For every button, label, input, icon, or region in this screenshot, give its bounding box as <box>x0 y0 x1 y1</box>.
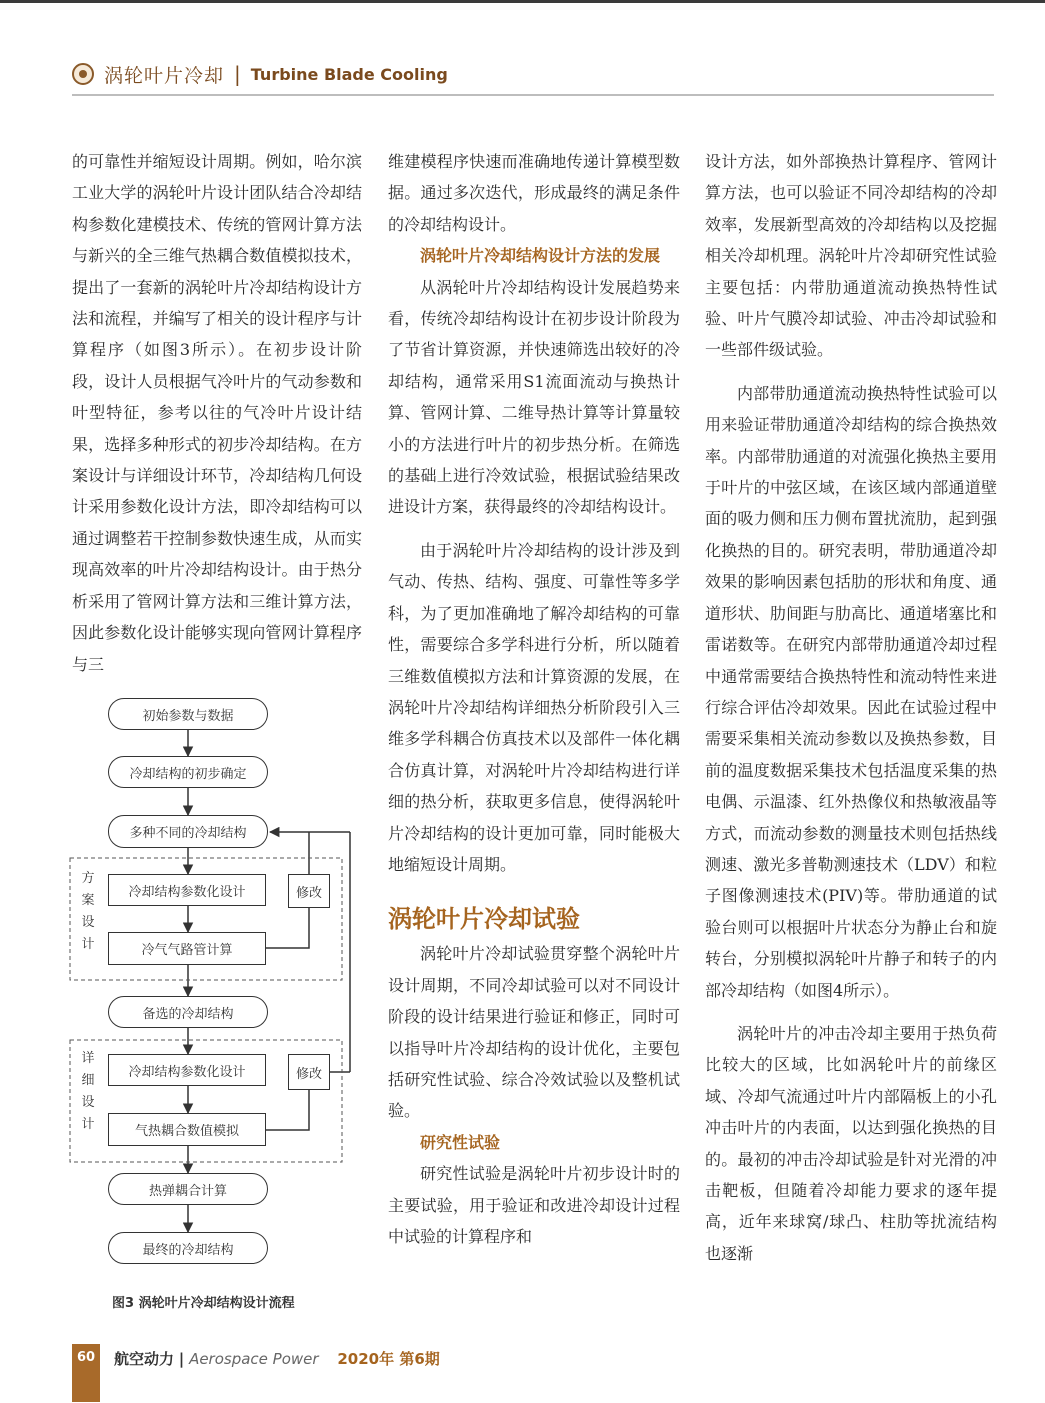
flow-node-multiple-structures: 多种不同的冷却结构 <box>108 815 268 848</box>
emblem-icon <box>72 63 94 85</box>
design-flowchart <box>66 690 366 1280</box>
journal-footer <box>114 1348 440 1369</box>
column-3 <box>705 146 997 1269</box>
flow-node-thermo-elastic: 热弹耦合计算 <box>108 1173 268 1205</box>
body-paragraph: 维建模程序快速而准确地传递计算模型数据。通过多次迭代，形成最终的满足条件的冷却结构设计。 <box>388 152 680 234</box>
group-label-char: 计 <box>81 1117 95 1132</box>
group-label-char: 计 <box>81 937 95 952</box>
group-label-char: 案 <box>81 893 95 908</box>
body-paragraph: 研究性试验是涡轮叶片初步设计时的主要试验，用于验证和改进冷却设计过程中试验的计算程序和 <box>388 1164 680 1246</box>
journal-name-cn: 航空动力 <box>114 1350 175 1368</box>
group-label-detail <box>80 1048 96 1136</box>
flow-node-candidate: 备选的冷却结构 <box>108 996 268 1028</box>
column-2 <box>388 146 680 1252</box>
header-title-cn: 涡轮叶片冷却 <box>104 64 225 87</box>
group-label-char: 细 <box>81 1073 95 1088</box>
header-separator: | <box>234 62 241 86</box>
column-1 <box>72 146 362 680</box>
running-header <box>72 60 448 88</box>
flow-node-initial-data: 初始参数与数据 <box>108 698 268 730</box>
flow-node-cfd: 气热耦合数值模拟 <box>108 1113 266 1146</box>
journal-issue: 2020年 第6期 <box>337 1350 440 1368</box>
header-rule <box>72 94 994 96</box>
footer-separator: | <box>178 1350 185 1368</box>
body-paragraph: 涡轮叶片的冲击冷却主要用于热负荷比较大的区域，比如涡轮叶片的前缘区域、冷却气流通过叶片内部隔板上的小孔冲击叶片的内表面，以达到强化换热的目的。最初的冲击冷却试验是针对光滑的冲击靶板，但随着冷却能力要求的逐年提高，近年来球窝/球凸、柱肋等扰流结构也逐渐 <box>705 1023 997 1263</box>
journal-name-en: Aerospace Power <box>189 1350 319 1368</box>
group-label-char: 详 <box>81 1051 95 1066</box>
body-paragraph: 由于涡轮叶片冷却结构的设计涉及到气动、传热、结构、强度、可靠性等多学科，为了更加准确地了解冷却结构的可靠性，需要综合多学科进行分析，所以随着三维数值模拟方法和计算资源的发展，在涡轮叶片冷却结构详细热分析阶段引入三维多学科耦合仿真技术以及部件一体化耦合仿真计算，对涡轮叶片冷却结构进行详细的热分析，获取更多信息，使得涡轮叶片冷却结构的设计更加可靠，同时能极大地缩短设计周期。 <box>388 540 680 874</box>
body-paragraph: 内部带肋通道流动换热特性试验可以用来验证带肋通道冷却结构的综合换热效率。内部带肋通道的对流强化换热主要用于叶片的中弦区域，在该区域内部通道壁面的吸力侧和压力侧布置扰流肋，起到强化换热的目的。研究表明，带肋通道冷却效果的影响因素包括肋的形状和角度、通道形状、肋间距与肋高比、通道堵塞比和雷诺数等。在研究内部带肋通道冷却过程中通常需要结合换热特性和流动特性来进行综合评估冷却效果。因此在试验过程中需要采集相关流动参数以及换热参数，目前的温度数据采集技术包括温度采集的热电偶、示温漆、红外热像仪和热敏液晶等方式，而流动参数的测量技术则包括热线测速、激光多普勒测速技术（LDV）和粒子图像测速技术(PIV)等。带肋通道的试验台则可以根据叶片状态分为静止台和旋转台，分别模拟涡轮叶片静子和转子的内部冷却结构（如图4所示）。 <box>705 383 997 1000</box>
flow-node-modify-2: 修改 <box>288 1054 330 1090</box>
flow-node-param-design-1: 冷却结构参数化设计 <box>108 874 266 906</box>
group-label-char: 设 <box>81 915 95 930</box>
subsection-heading: 研究性试验 <box>420 1132 501 1152</box>
top-border <box>0 0 1045 3</box>
group-label-char: 方 <box>81 871 95 886</box>
body-paragraph: 的可靠性并缩短设计周期。例如，哈尔滨工业大学的涡轮叶片设计团队结合冷却结构参数化建模技术、传统的管网计算方法与新兴的全三维气热耦合数值模拟技术，提出了一套新的涡轮叶片冷却结构设计方法和流程，并编写了相关的设计程序与计算程序（如图3所示）。在初步设计阶段，设计人员根据气冷叶片的气动参数和叶型特征，参考以往的气冷叶片设计结果，选择多种形式的初步冷却结构。在方案设计与详细设计环节，冷却结构几何设计采用参数化设计方法，即冷却结构可以通过调整若干控制参数快速生成，从而实现高效率的叶片冷却结构设计。由于热分析采用了管网计算方法和三维计算方法，因此参数化设计能够实现向管网计算程序与三 <box>72 152 362 674</box>
figure-caption: 图3 涡轮叶片冷却结构设计流程 <box>112 1296 295 1311</box>
group-label-scheme <box>80 868 96 956</box>
header-title-en: Turbine Blade Cooling <box>250 64 448 84</box>
group-label-char: 设 <box>81 1095 95 1110</box>
subsection-heading: 涡轮叶片冷却结构设计方法的发展 <box>420 246 661 266</box>
flow-node-param-design-2: 冷却结构参数化设计 <box>108 1054 266 1086</box>
section-heading: 涡轮叶片冷却试验 <box>388 905 580 934</box>
flow-node-preliminary: 冷却结构的初步确定 <box>108 756 268 788</box>
body-paragraph: 设计方法，如外部换热计算程序、管网计算方法，也可以验证不同冷却结构的冷却效率，发展新型高效的冷却结构以及挖掘相关冷却机理。涡轮叶片冷却研究性试验主要包括：内带肋通道流动换热特性试验、叶片气膜冷却试验、冲击冷却试验和一些部件级试验。 <box>705 152 997 360</box>
flow-node-modify-1: 修改 <box>288 874 330 908</box>
page-number: 60 <box>76 1350 96 1365</box>
flow-node-pipe-network: 冷气气路管计算 <box>108 932 266 965</box>
flow-node-final: 最终的冷却结构 <box>108 1232 268 1264</box>
body-paragraph: 从涡轮叶片冷却结构设计发展趋势来看，传统冷却结构设计在初步设计阶段为了节省计算资源，并快速筛选出较好的冷却结构，通常采用S1流面流动与换热计算、管网计算、二维导热计算等计算量较小的方法进行叶片的初步热分析。在筛选的基础上进行冷效试验，根据试验结果改进设计方案，获得最终的冷却结构设计。 <box>388 277 680 517</box>
body-paragraph: 涡轮叶片冷却试验贯穿整个涡轮叶片设计周期，不同冷却试验可以对不同设计阶段的设计结果进行验证和修正，同时可以指导叶片冷却结构的设计优化，主要包括研究性试验、综合冷效试验以及整机试验。 <box>388 944 680 1121</box>
